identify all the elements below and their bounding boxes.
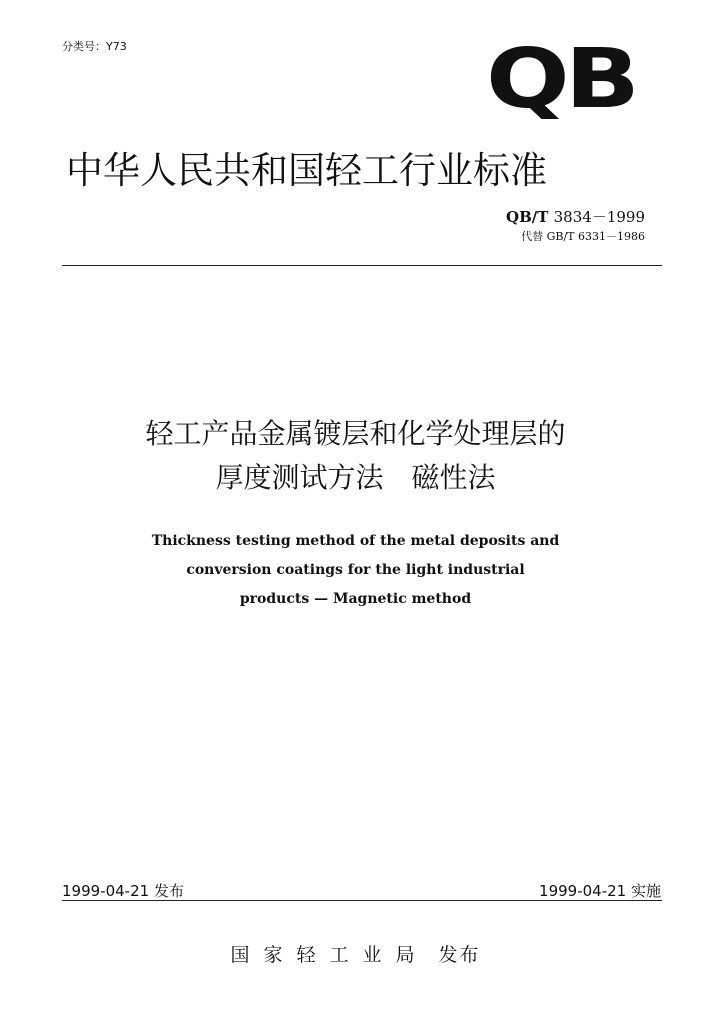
issuer-name: 国家轻工业局 bbox=[230, 944, 429, 966]
issuing-authority bbox=[0, 940, 711, 967]
footer-divider bbox=[62, 900, 662, 901]
english-title-line-1: Thickness testing method of the metal deposits and bbox=[151, 533, 560, 549]
standard-code: QB/T bbox=[506, 208, 549, 226]
implementation-date: 1999-04-21 实施 bbox=[539, 882, 661, 900]
issuer-suffix: 发布 bbox=[438, 944, 481, 966]
english-title-line-3: products — Magnetic method bbox=[239, 591, 472, 607]
chinese-document-title bbox=[0, 412, 711, 500]
header-divider bbox=[62, 265, 662, 266]
standard-number bbox=[506, 206, 645, 227]
issue-date: 1999-04-21 发布 bbox=[62, 882, 184, 900]
standard-category-title: 中华人民共和国轻工行业标准 bbox=[66, 149, 547, 192]
replaces-standard: 代替 GB/T 6331－1986 bbox=[521, 230, 645, 243]
chinese-title-line-1: 轻工产品金属镀层和化学处理层的 bbox=[145, 417, 566, 450]
english-document-title bbox=[0, 527, 711, 614]
standard-number-value: 3834－1999 bbox=[553, 208, 645, 226]
english-title-line-2: conversion coatings for the light industrial bbox=[186, 562, 525, 578]
chinese-title-line-2: 厚度测试方法 磁性法 bbox=[215, 461, 496, 494]
qb-logo: QB bbox=[486, 32, 636, 127]
classification-number: 分类号：Y73 bbox=[62, 40, 127, 53]
